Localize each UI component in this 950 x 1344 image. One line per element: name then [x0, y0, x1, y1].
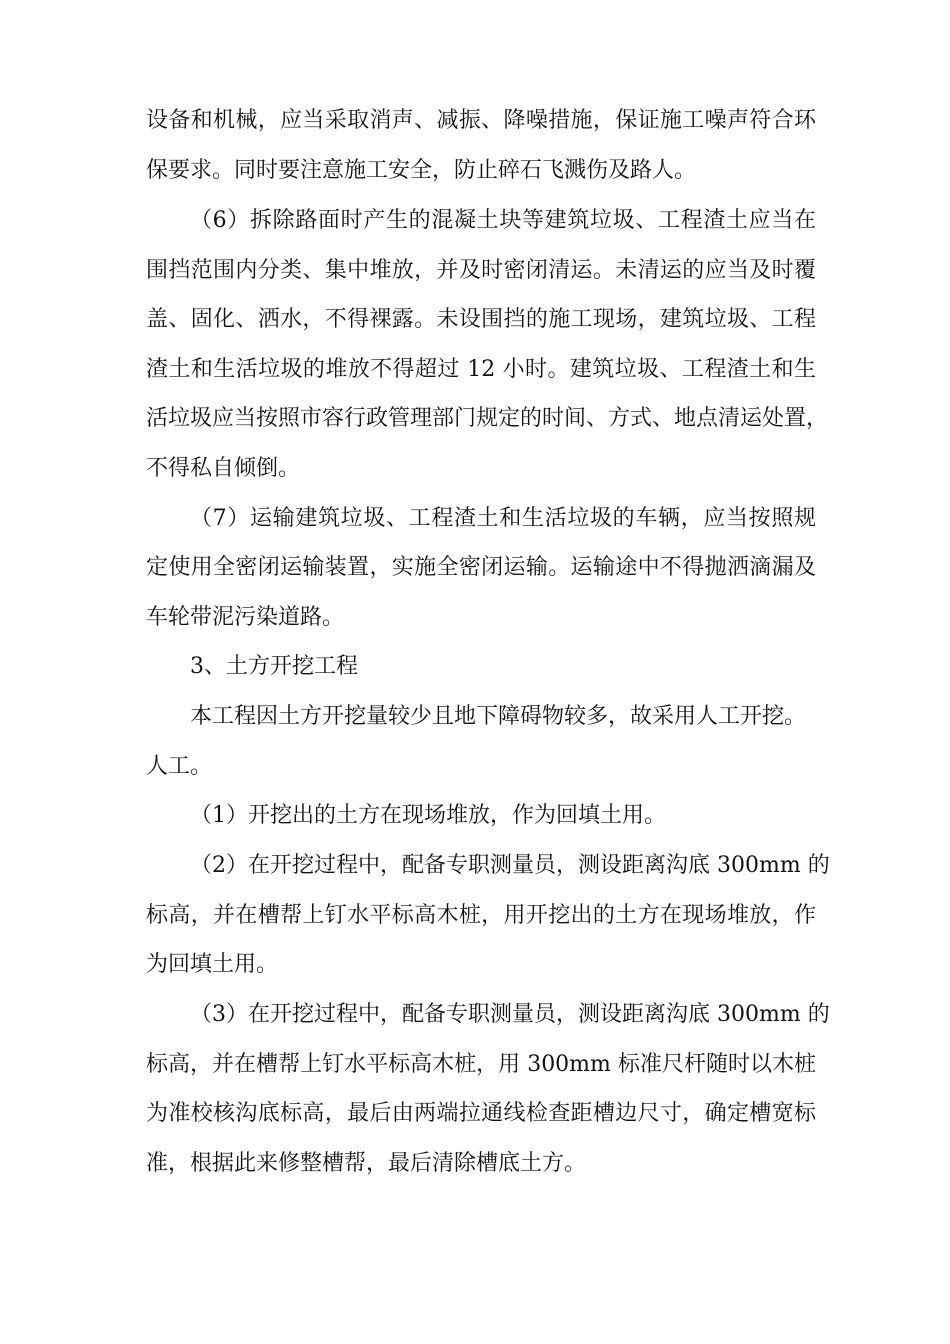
text-line: 为回填土用。 [146, 952, 279, 977]
text-line: （7）运输建筑垃圾、工程渣土和生活垃圾的车辆，应当按照规 [190, 506, 816, 531]
text-line: 标高，并在槽帮上钉水平标高木桩，用开挖出的土方在现场堆放，作 [146, 903, 816, 928]
text-line: （1）开挖出的土方在现场堆放，作为回填土用。 [190, 803, 666, 828]
text-line: 渣土和生活垃圾的堆放不得超过 12 小时。建筑垃圾、工程渣土和生 [146, 357, 816, 382]
text-line: （3）在开挖过程中，配备专职测量员，测设距离沟底 300mm 的 [190, 1002, 830, 1027]
text-line: 活垃圾应当按照市容行政管理部门规定的时间、方式、地点清运处置， [146, 406, 829, 431]
text-line: 设备和机械，应当采取消声、减振、降噪措施，保证施工噪声符合环 [146, 108, 816, 133]
text-line: 保要求。同时要注意施工安全，防止碎石飞溅伤及路人。 [146, 158, 697, 183]
text-line: （6）拆除路面时产生的混凝土块等建筑垃圾、工程渣土应当在 [190, 208, 816, 233]
text-line: 为准校核沟底标高，最后由两端拉通线检查距槽边尺寸，确定槽宽标 [146, 1101, 816, 1126]
text-line: 围挡范围内分类、集中堆放，并及时密闭清运。未清运的应当及时覆 [146, 258, 816, 283]
text-line: 标高，并在槽帮上钉水平标高木桩，用 300mm 标准尺杆随时以木桩 [146, 1052, 816, 1077]
text-line: 人工。 [146, 754, 213, 779]
text-line: 盖、固化、洒水，不得裸露。未设围挡的施工现场，建筑垃圾、工程 [146, 307, 816, 332]
section-heading: 3、土方开挖工程 [190, 654, 358, 679]
text-line: 不得私自倾倒。 [146, 456, 301, 481]
text-line: 本工程因土方开挖量较少且地下障碍物较多，故采用人工开挖。 [190, 704, 807, 729]
text-line: 车轮带泥污染道路。 [146, 605, 345, 630]
text-line: 准，根据此来修整槽帮，最后清除槽底土方。 [146, 1151, 587, 1176]
text-line: （2）在开挖过程中，配备专职测量员，测设距离沟底 300mm 的 [190, 853, 830, 878]
text-line: 定使用全密闭运输装置，实施全密闭运输。运输途中不得抛洒滴漏及 [146, 555, 816, 580]
